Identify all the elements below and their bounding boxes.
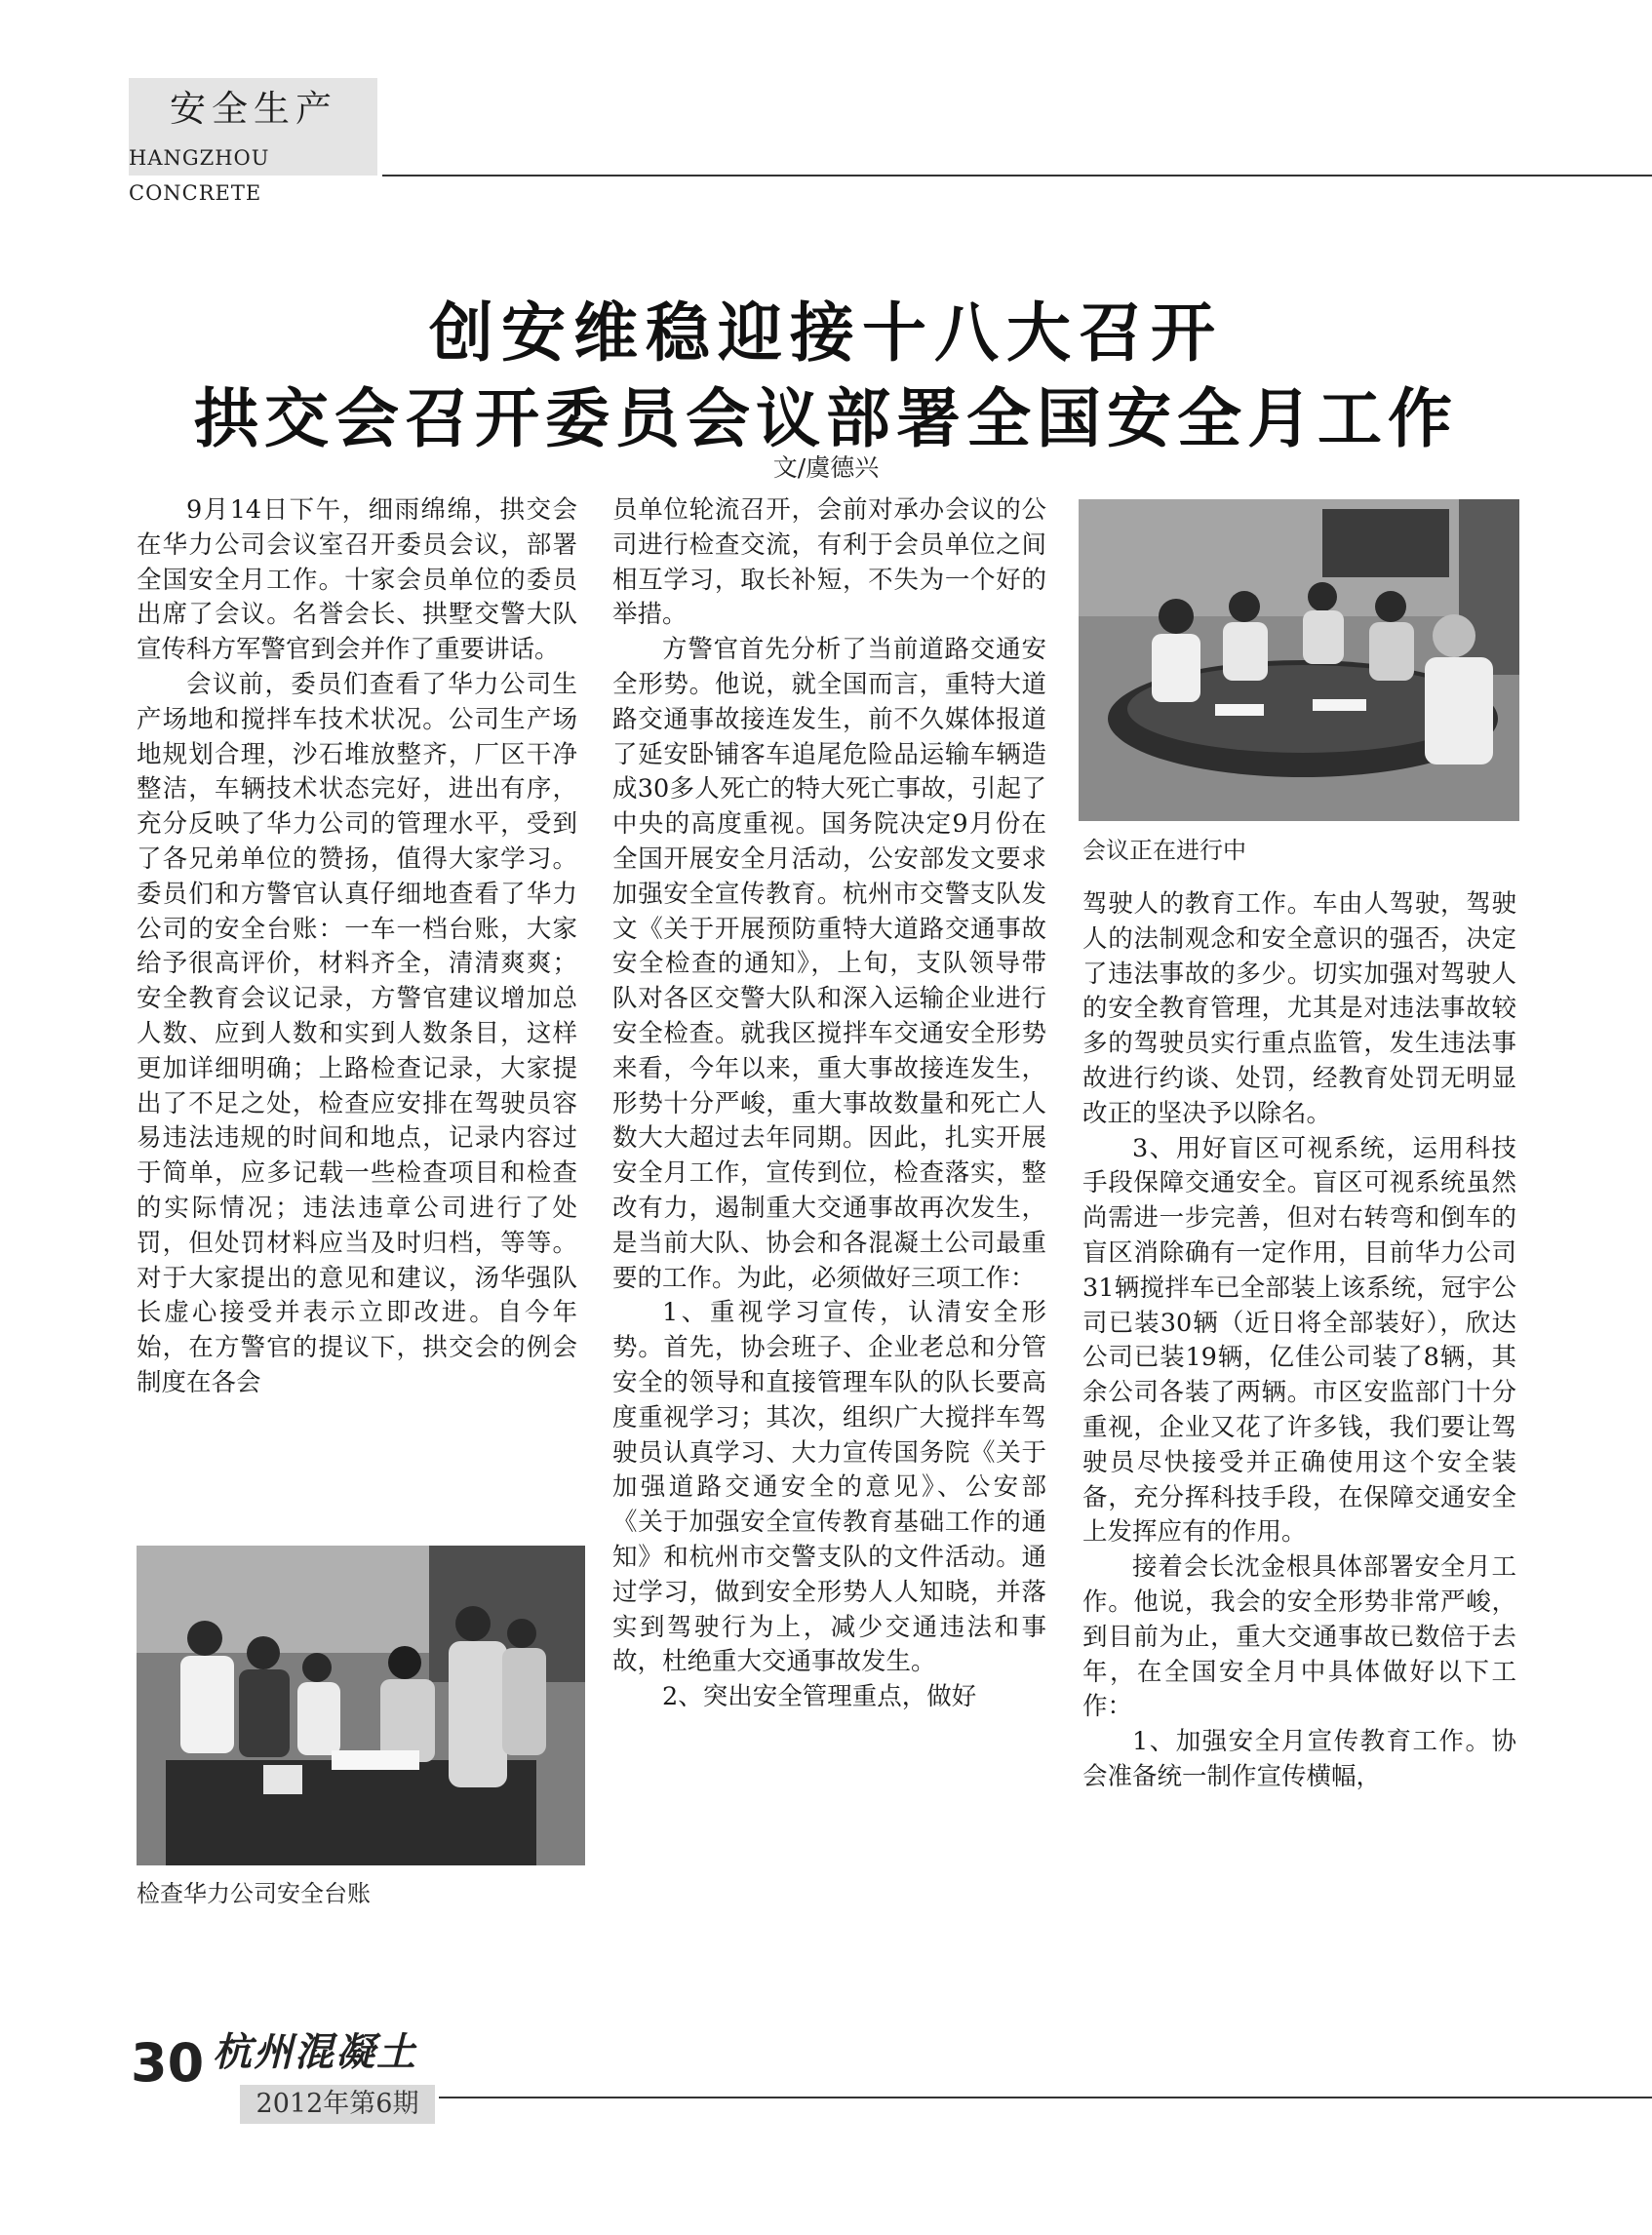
magazine-logo: 杭州混凝土 bbox=[213, 2029, 417, 2075]
paragraph: 接着会长沈金根具体部署安全月工作。他说，我会的安全形势非常严峻，到目前为止，重大交通事故已数倍于去年，在全国安全月中具体做好以下工作： bbox=[1082, 1552, 1516, 1722]
footer-divider bbox=[439, 2097, 1652, 2098]
paragraph: 1、加强安全月宣传教育工作。协会准备统一制作宣传横幅， bbox=[1082, 1727, 1516, 1791]
inspection-photo bbox=[137, 1546, 585, 1865]
paragraph: 1、重视学习宣传，认清安全形势。首先，协会班子、企业老总和分管安全的领导和直接管理车队的队长要高度重视学习；其次，组织广大搅拌车驾驶员认真学习、大力宣传国务院《关于加强道路交通安全的意见》、公安部《关于加强安全宣传教育基础工作的通知》和杭州市交警支队的文件活动。通过学习，做到安全形势人人知晓，并落实到驾驶行为上，减少交通违法和事故，杜绝重大交通事故发生。 bbox=[612, 1298, 1046, 1677]
section-title: 安全生产 bbox=[170, 88, 337, 130]
issue-label: 2012年第6期 bbox=[240, 2085, 435, 2124]
article-title-line1: 创安维稳迎接十八大召开 bbox=[429, 295, 1223, 371]
paragraph: 员单位轮流召开，会前对承办会议的公司进行检查交流，有利于会员单位之间相互学习，取长补短，不失为一个好的举措。 bbox=[612, 495, 1046, 630]
article-column-3 bbox=[1082, 887, 1516, 1795]
header-divider bbox=[382, 175, 1652, 176]
paragraph: 方警官首先分析了当前道路交通安全形势。他说，就全国而言，重特大道路交通事故接连发生，前不久媒体报道了延安卧铺客车追尾危险品运输车辆造成30多人死亡的特大死亡事故，引起了中央的高度重视。国务院决定9月份在全国开展安全月活动，公安部发文要求加强安全宣传教育。杭州市交警支队发文《关于开展预防重特大道路交通事故安全检查的通知》，上旬，支队领导带队对各区交警大队和深入运输企业进行安全检查。就我区搅拌车交通安全形势来看，今年以来，重大事故接连发生，形势十分严峻，重大事故数量和死亡人数大大超过去年同期。因此，扎实开展安全月工作，宣传到位，检查落实，整改有力，遏制重大交通事故再次发生，是当前大队、协会和各混凝土公司最重要的工作。为此，必须做好三项工作： bbox=[612, 635, 1046, 1293]
paragraph: 2、突出安全管理重点，做好 bbox=[662, 1682, 977, 1712]
paragraph: 9月14日下午，细雨绵绵，拱交会在华力公司会议室召开委员会议，部署全国安全月工作。十家会员单位的委员出席了会议。名誉会长、拱墅交警大队宣传科方军警官到会并作了重要讲话。 bbox=[137, 495, 577, 665]
inspection-photo-image bbox=[137, 1546, 585, 1865]
article-title-line2: 拱交会召开委员会议部署全国安全月工作 bbox=[194, 381, 1458, 456]
photo-caption-meeting: 会议正在进行中 bbox=[1082, 837, 1246, 864]
article-byline: 文/虞德兴 bbox=[772, 453, 880, 482]
meeting-photo-image bbox=[1079, 499, 1519, 821]
article-column-2 bbox=[612, 493, 1046, 1715]
paragraph: 会议前，委员们查看了华力公司生产场地和搅拌车技术状况。公司生产场地规划合理，沙石堆放整齐，厂区干净整洁，车辆技术状态完好，进出有序，充分反映了华力公司的管理水平，受到了各兄弟单位的赞扬，值得大家学习。委员们和方警官认真仔细地查看了华力公司的安全台账：一车一档台账，大家给予很高评价，材料齐全，清清爽爽；安全教育会议记录，方警官建议增加总人数、应到人数和实到人数条目，这样更加详细明确；上路检查记录，大家提出了不足之处，检查应安排在驾驶员容易违法违规的时间和地点，记录内容过于简单，应多记载一些检查项目和检查的实际情况；违法违章公司进行了处罚，但处罚材料应当及时归档，等等。对于大家提出的意见和建议，汤华强队长虚心接受并表示立即改进。自今年始，在方警官的提议下，拱交会的例会制度在各会 bbox=[137, 669, 577, 1397]
photo-caption-inspection: 检查华力公司安全台账 bbox=[137, 1880, 371, 1907]
article-column-1 bbox=[137, 493, 577, 1401]
paragraph: 驾驶人的教育工作。车由人驾驶，驾驶人的法制观念和安全意识的强否，决定了违法事故的多少。切实加强对驾驶人的安全教育管理，尤其是对违法事故较多的驾驶员实行重点监管，发生违法事故进行约谈、处罚，经教育处罚无明显改正的坚决予以除名。 bbox=[1082, 889, 1516, 1128]
masthead: HANGZHOU CONCRETE bbox=[129, 146, 270, 205]
page-number: 30 bbox=[131, 2032, 205, 2094]
meeting-photo bbox=[1079, 499, 1519, 821]
paragraph: 3、用好盲区可视系统，运用科技手段保障交通安全。盲区可视系统虽然尚需进一步完善，但对右转弯和倒车的盲区消除确有一定作用，目前华力公司31辆搅拌车已全部装上该系统，冠宇公司已装30辆（近日将全部装好），欣达公司已装19辆，亿佳公司装了8辆，其余公司各装了两辆。市区安监部门十分重视，企业又花了许多钱，我们要让驾驶员尽快接受并正确使用这个安全装备，充分挥科技手段，在保障交通安全上发挥应有的作用。 bbox=[1082, 1133, 1516, 1548]
